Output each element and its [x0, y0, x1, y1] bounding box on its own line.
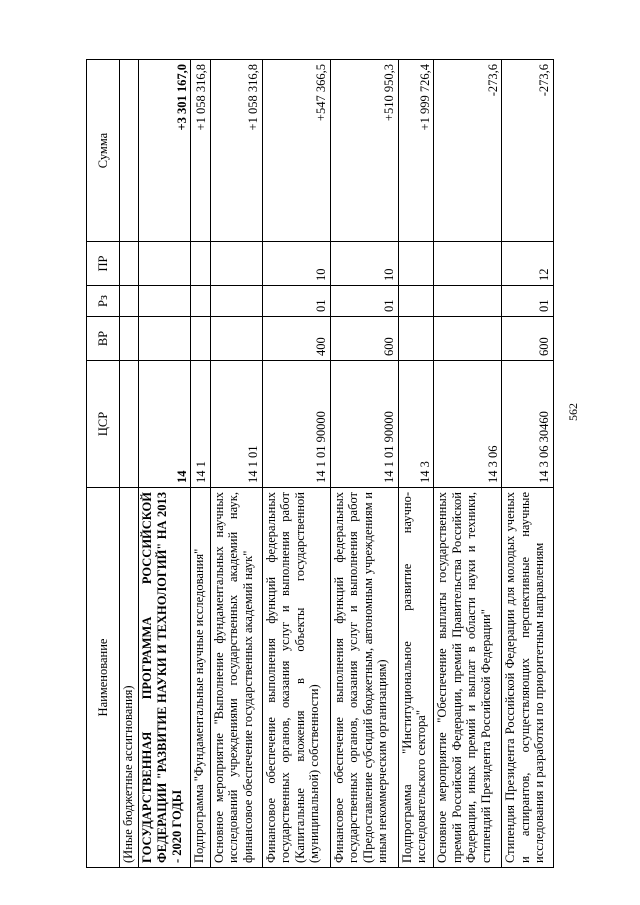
- row-csr: 14 3 06: [434, 361, 502, 488]
- row-vr: [398, 317, 434, 361]
- table-header-row: [87, 60, 120, 868]
- table-row: [210, 60, 262, 868]
- row-sum: +1 058 316,8: [191, 60, 210, 242]
- table-row: [262, 60, 330, 868]
- header-name: Наименование: [87, 488, 120, 868]
- row-vr: [120, 317, 139, 361]
- row-pr: [434, 242, 502, 286]
- row-sum: -273,6: [434, 60, 502, 242]
- row-name: Подпрограмма "Фундаментальные научные исследования": [191, 488, 210, 868]
- row-vr: [139, 317, 191, 361]
- row-sum: +547 366,5: [262, 60, 330, 242]
- row-rz: 01: [330, 286, 398, 317]
- row-vr: 400: [262, 317, 330, 361]
- row-sum: +1 058 316,8: [210, 60, 262, 242]
- row-name: (Иные бюджетные ассигнования): [120, 488, 139, 868]
- row-csr: 14 1: [191, 361, 210, 488]
- header-sum: Сумма: [87, 60, 120, 242]
- row-csr: 14 1 01 90000: [262, 361, 330, 488]
- row-pr: 10: [262, 242, 330, 286]
- row-name: Финансовое обеспечение выполнения функций федеральных государственных органов, оказания услуг и выполнения работ (Предоставление субсидий бюджетным, автономным учреждениям и иным некоммерческим организациям): [330, 488, 398, 868]
- row-csr: [120, 361, 139, 488]
- table-row: [398, 60, 434, 868]
- row-vr: 600: [330, 317, 398, 361]
- header-rz: Рз: [87, 286, 120, 317]
- row-name: Основное мероприятие "Выполнение фундаментальных научных исследований учреждениями государственных академий наук, финансовое обеспечение государственных академий наук": [210, 488, 262, 868]
- row-csr: 14 1 01 90000: [330, 361, 398, 488]
- row-vr: [191, 317, 210, 361]
- row-name: Стипендия Президента Российской Федерации для молодых ученых и аспирантов, осуществляющих перспективные научные исследования и разработки по приоритетным направлениям: [502, 488, 554, 868]
- row-vr: 600: [502, 317, 554, 361]
- row-vr: [210, 317, 262, 361]
- header-csr: ЦСР: [87, 361, 120, 488]
- table-row: [502, 60, 554, 868]
- row-name: Подпрограмма "Институциональное развитие научно-исследовательского сектора": [398, 488, 434, 868]
- header-vr: ВР: [87, 317, 120, 361]
- row-csr: 14 1 01: [210, 361, 262, 488]
- row-sum: +1 999 726,4: [398, 60, 434, 242]
- row-rz: [139, 286, 191, 317]
- row-rz: 01: [502, 286, 554, 317]
- table-row: [191, 60, 210, 868]
- row-pr: [139, 242, 191, 286]
- row-name: ГОСУДАРСТВЕННАЯ ПРОГРАММА РОССИЙСКОЙ ФЕДЕРАЦИИ "РАЗВИТИЕ НАУКИ И ТЕХНОЛОГИЙ" НА 2013 - 2020 ГОДЫ: [139, 488, 191, 868]
- table-row: [330, 60, 398, 868]
- row-pr: [398, 242, 434, 286]
- row-rz: [210, 286, 262, 317]
- row-rz: [191, 286, 210, 317]
- row-vr: [434, 317, 502, 361]
- row-pr: [120, 242, 139, 286]
- row-rz: 01: [262, 286, 330, 317]
- page-number: 562: [566, 403, 580, 421]
- row-csr: 14: [139, 361, 191, 488]
- row-pr: 10: [330, 242, 398, 286]
- budget-table: [86, 59, 554, 868]
- table-row: [434, 60, 502, 868]
- row-csr: 14 3 06 30460: [502, 361, 554, 488]
- header-pr: ПР: [87, 242, 120, 286]
- row-name: Основное мероприятие "Обеспечение выплаты государственных премий Российской Федерации, премий Правительства Российской Федерации, иных премий и выплат в области науки и техники, стипендий Президента Российской Федерации": [434, 488, 502, 868]
- row-rz: [120, 286, 139, 317]
- table-row: [139, 60, 191, 868]
- row-sum: -273,6: [502, 60, 554, 242]
- row-sum: +3 301 167,0: [139, 60, 191, 242]
- row-pr: 12: [502, 242, 554, 286]
- row-sum: [120, 60, 139, 242]
- table-row: [120, 60, 139, 868]
- row-name: Финансовое обеспечение выполнения функций федеральных государственных органов, оказания услуг и выполнения работ (Капитальные вложения в объекты государственной (муниципальной) собственности): [262, 488, 330, 868]
- row-pr: [191, 242, 210, 286]
- row-rz: [434, 286, 502, 317]
- row-sum: +510 950,3: [330, 60, 398, 242]
- row-csr: 14 3: [398, 361, 434, 488]
- row-pr: [210, 242, 262, 286]
- row-rz: [398, 286, 434, 317]
- rotated-page-content: [86, 60, 554, 868]
